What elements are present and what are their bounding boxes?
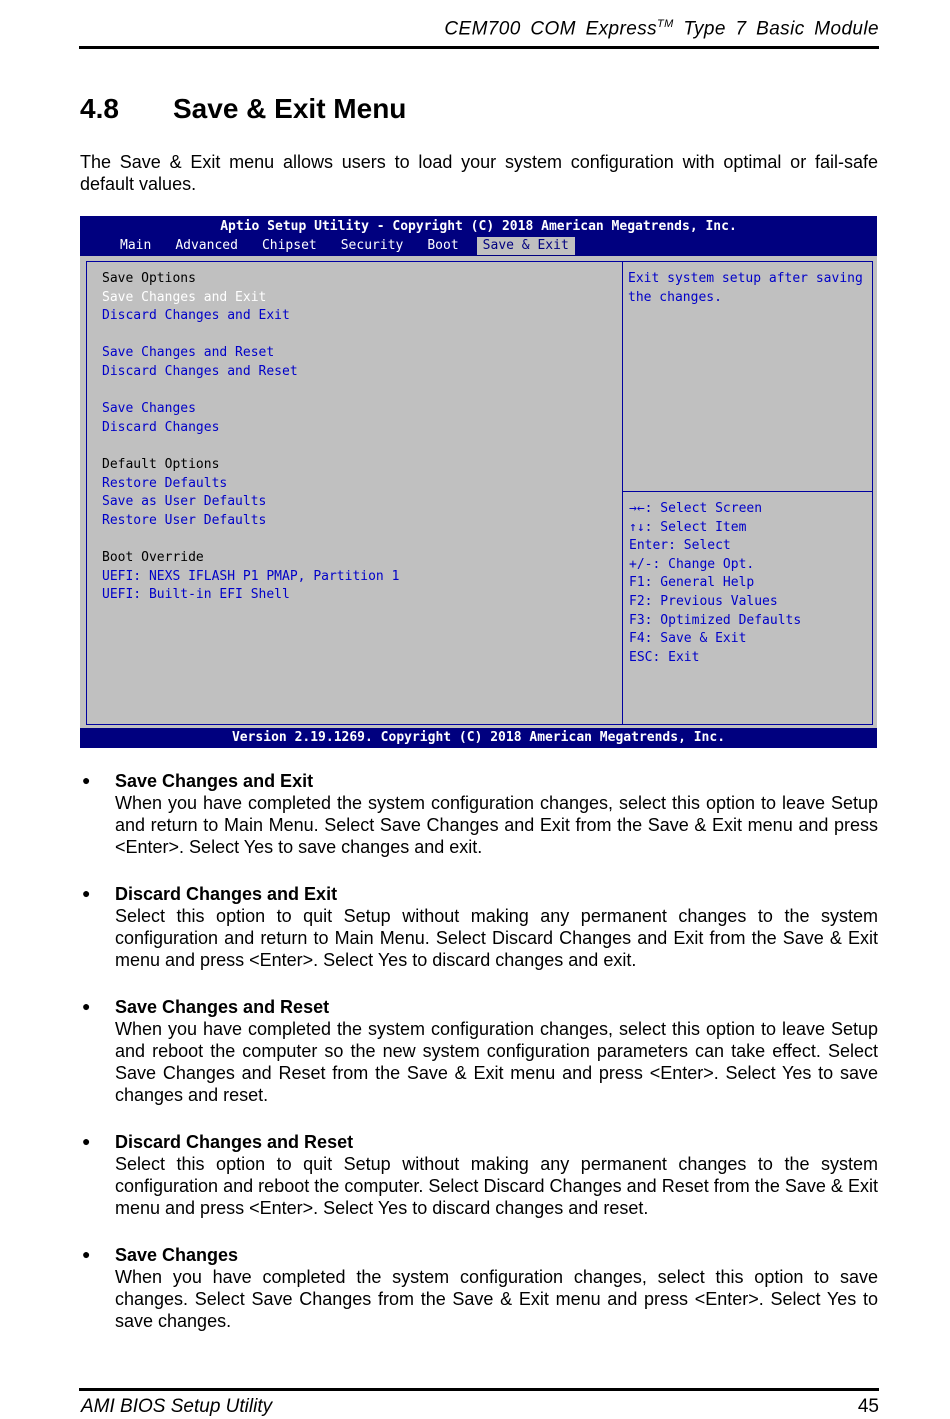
bios-key-hint: ↑↓: Select Item xyxy=(629,519,747,535)
item-description: Select this option to quit Setup without making any permanent changes to the system configuration and reboot the computer. Select Discard Changes and Reset from the Save & Exit menu and press <Enter>. Select Yes to discard changes and reset. xyxy=(115,1154,878,1218)
list-item xyxy=(80,1244,878,1332)
item-description: When you have completed the system configuration changes, select this option to save changes. Select Save Changes from the Save & Exit menu and press <Enter>. Select Yes to save changes. xyxy=(115,1267,878,1331)
bios-key-hint: →←: Select Screen xyxy=(629,501,763,516)
bios-group-heading: Save Options xyxy=(102,271,196,286)
bios-spacer xyxy=(102,530,399,549)
list-item xyxy=(80,883,878,971)
bios-key-hint: F3: Optimized Defaults xyxy=(629,612,802,628)
intro-paragraph: The Save & Exit menu allows users to load your system configuration with optimal or fail-safe default values. xyxy=(80,152,878,194)
bullet-icon: ● xyxy=(82,1246,91,1262)
bios-menu-item[interactable]: Save Changes xyxy=(102,401,196,417)
footer-title: AMI BIOS Setup Utility xyxy=(81,1396,273,1417)
list-item xyxy=(80,996,878,1106)
page-number: 45 xyxy=(857,1396,879,1417)
item-title: Save Changes xyxy=(115,1245,239,1265)
list-item xyxy=(80,770,878,858)
item-title: Discard Changes and Exit xyxy=(115,884,338,904)
item-description: When you have completed the system configuration changes, select this option to leave Setup and reboot the computer so the new system configuration parameters can take effect. Select Save Changes and Reset from the Save & Exit menu and press <Enter>. Select Yes to save changes and reset. xyxy=(115,1019,878,1105)
bios-group-heading: Default Options xyxy=(102,456,220,472)
item-title: Save Changes and Exit xyxy=(115,771,314,791)
bios-menu-item[interactable]: Restore User Defaults xyxy=(102,512,267,528)
bios-tab-chipset[interactable]: Chipset xyxy=(261,238,317,253)
bios-spacer xyxy=(102,437,399,456)
bullet-icon: ● xyxy=(82,772,91,788)
bios-spacer xyxy=(102,382,399,401)
bios-help-text xyxy=(628,270,863,307)
bios-title: Aptio Setup Utility - Copyright (C) 2018 American Megatrends, Inc. xyxy=(220,219,737,234)
bios-menu-item[interactable]: Discard Changes and Exit xyxy=(102,308,290,324)
bios-menu-item[interactable]: Save Changes and Exit xyxy=(102,289,267,305)
item-description: When you have completed the system configuration changes, select this option to leave Setup and return to Main Menu. Select Save Changes and Exit from the Save & Exit menu and press <Enter>. Select Yes to save changes and exit. xyxy=(115,793,878,857)
bullet-icon: ● xyxy=(82,998,91,1014)
bios-option-list xyxy=(102,270,399,605)
bios-menu-item[interactable]: UEFI: NEXS IFLASH P1 PMAP, Partition 1 xyxy=(102,568,400,584)
bios-menu-item[interactable]: Restore Defaults xyxy=(102,475,228,491)
bios-tab-boot[interactable]: Boot xyxy=(427,238,459,253)
header-title: CEM700 COM Express™ Type 7 Basic Module xyxy=(444,18,879,40)
bullet-icon: ● xyxy=(82,885,91,901)
bios-key-hint: ESC: Exit xyxy=(629,649,700,665)
section-title: Save & Exit Menu xyxy=(173,93,407,124)
bios-tab-security[interactable]: Security xyxy=(340,238,404,253)
bios-tab-save-exit[interactable]: Save & Exit xyxy=(477,237,575,255)
bios-main-panel xyxy=(86,261,873,725)
bios-key-hint: Enter: Select xyxy=(629,538,731,554)
page-header xyxy=(79,18,879,49)
bios-key-hint: F2: Previous Values xyxy=(629,593,778,609)
bios-key-hint: F4: Save & Exit xyxy=(629,631,747,647)
panel-divider xyxy=(622,262,623,724)
bios-screenshot xyxy=(80,216,877,748)
bios-key-hint: F1: General Help xyxy=(629,575,755,591)
bios-menu-item[interactable]: UEFI: Built-in EFI Shell xyxy=(102,587,290,603)
bios-key-legend xyxy=(629,500,801,667)
item-title: Save Changes and Reset xyxy=(115,997,330,1017)
bios-menu-item[interactable]: Discard Changes and Reset xyxy=(102,363,298,379)
bios-tab-bar xyxy=(114,237,587,255)
bios-menu-item[interactable]: Save Changes and Reset xyxy=(102,345,275,361)
bios-version-bar: Version 2.19.1269. Copyright (C) 2018 American Megatrends, Inc. xyxy=(80,728,877,748)
section-number: 4.8 xyxy=(80,93,119,124)
help-divider xyxy=(623,491,872,492)
option-description-list xyxy=(80,770,878,1357)
bios-menu-item[interactable]: Save as User Defaults xyxy=(102,494,267,510)
list-item xyxy=(80,1131,878,1219)
bios-tab-advanced[interactable]: Advanced xyxy=(175,238,238,253)
item-title: Discard Changes and Reset xyxy=(115,1132,354,1152)
bios-key-hint: +/-: Change Opt. xyxy=(629,556,755,572)
bios-title-bar xyxy=(80,216,877,256)
bios-spacer xyxy=(102,326,399,345)
section-heading xyxy=(80,93,406,125)
bios-help-line: Exit system setup after saving xyxy=(628,271,863,286)
bullet-icon: ● xyxy=(82,1133,91,1149)
bios-menu-item[interactable]: Discard Changes xyxy=(102,419,220,435)
bios-help-line: the changes. xyxy=(628,289,722,305)
page-footer xyxy=(79,1388,879,1419)
bios-group-heading: Boot Override xyxy=(102,549,204,565)
item-description: Select this option to quit Setup without making any permanent changes to the system configuration and return to Main Menu. Select Discard Changes and Exit from the Save & Exit menu and press <Enter>. Select Yes to discard changes and exit. xyxy=(115,906,878,970)
bios-tab-main[interactable]: Main xyxy=(120,238,152,253)
